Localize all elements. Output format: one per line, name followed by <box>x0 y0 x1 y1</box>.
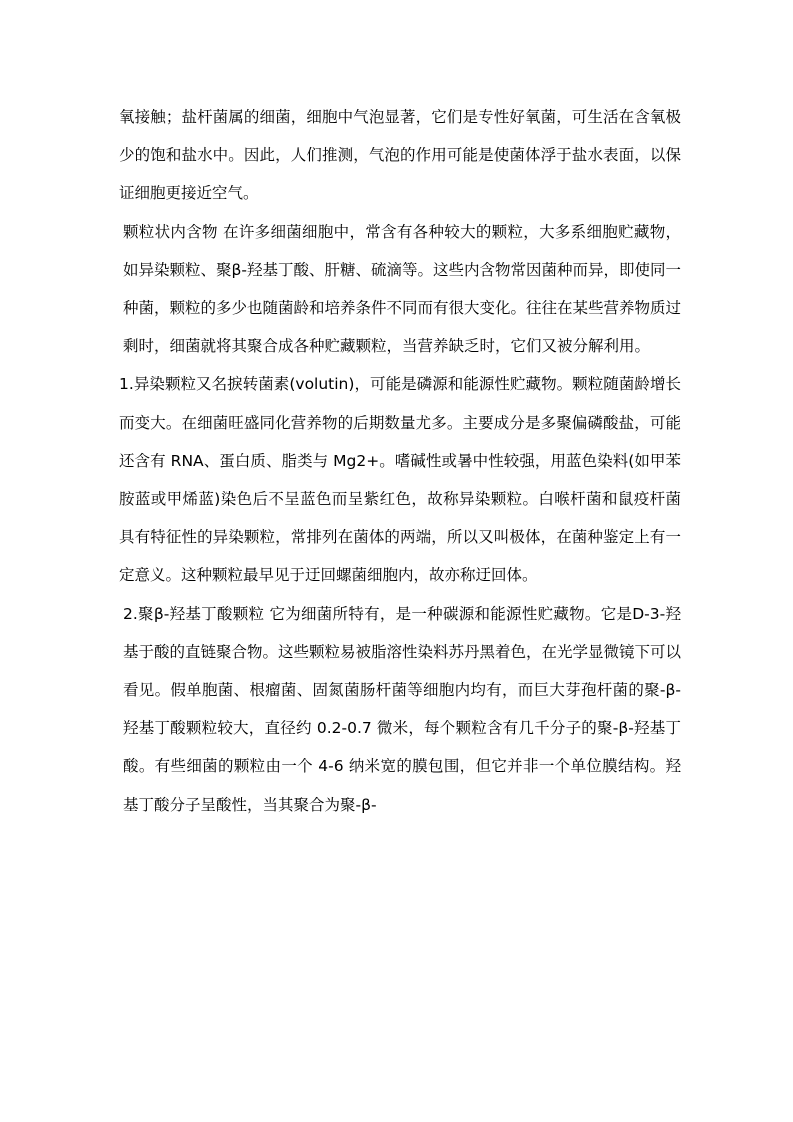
paragraph-gas-vesicles: 氧接触；盐杆菌属的细菌，细胞中气泡显著，它们是专性好氧菌，可生活在含氧极少的饱和盐水中。因此，人们推测，气泡的作用可能是使菌体浮于盐水表面，以保证细胞更接近空气。 <box>119 108 681 203</box>
paragraph-metachromatic-granules: 1.异染颗粒又名捩转菌素(volutin)，可能是磷源和能源性贮藏物。颗粒随菌龄增长而变大。在细菌旺盛同化营养物的后期数量尤多。主要成分是多聚偏磷酸盐，可能还含有 RNA、蛋白质、脂类与 Mg2+。嗜碱性或暑中性较强，用蓝色染料(如甲苯胺蓝或甲烯蓝)染色后不呈蓝色而呈紫红色，故称异染颗粒。白喉杆菌和鼠疫杆菌具有特征性的异染颗粒，常排列在菌体的两端，所以又叫极体，在菌种鉴定上有一定意义。这种颗粒最早见于迂回螺菌细胞内，故亦称迂回体。 <box>119 375 681 585</box>
document-body <box>119 98 681 824</box>
paragraph-phb-granules: 2.聚β-羟基丁酸颗粒 它为细菌所特有，是一种碳源和能源性贮藏物。它是D-3-羟基于酸的直链聚合物。这些颗粒易被脂溶性染料苏丹黑着色，在光学显微镜下可以看见。假单胞菌、根瘤菌、固氮菌肠杆菌等细胞内均有，而巨大芽孢杆菌的聚-β-羟基丁酸颗粒较大，直径约 0.2-0.7 微米，每个颗粒含有几千分子的聚-β-羟基丁酸。有些细菌的颗粒由一个 4-6 纳米宽的膜包围，但它并非一个单位膜结构。羟基丁酸分子呈酸性，当其聚合为聚-β- <box>123 604 682 814</box>
paragraph-granular-inclusions: 颗粒状内含物 在许多细菌细胞中，常含有各种较大的颗粒，大多系细胞贮藏物，如异染颗粒、聚β-羟基丁酸、肝糖、硫滴等。这些内含物常因菌种而异，即使同一种菌，颗粒的多少也随菌龄和培养条件不同而有很大变化。往往在某些营养物质过剩时，细菌就将其聚合成各种贮藏颗粒，当营养缺乏时，它们又被分解利用。 <box>123 222 682 356</box>
